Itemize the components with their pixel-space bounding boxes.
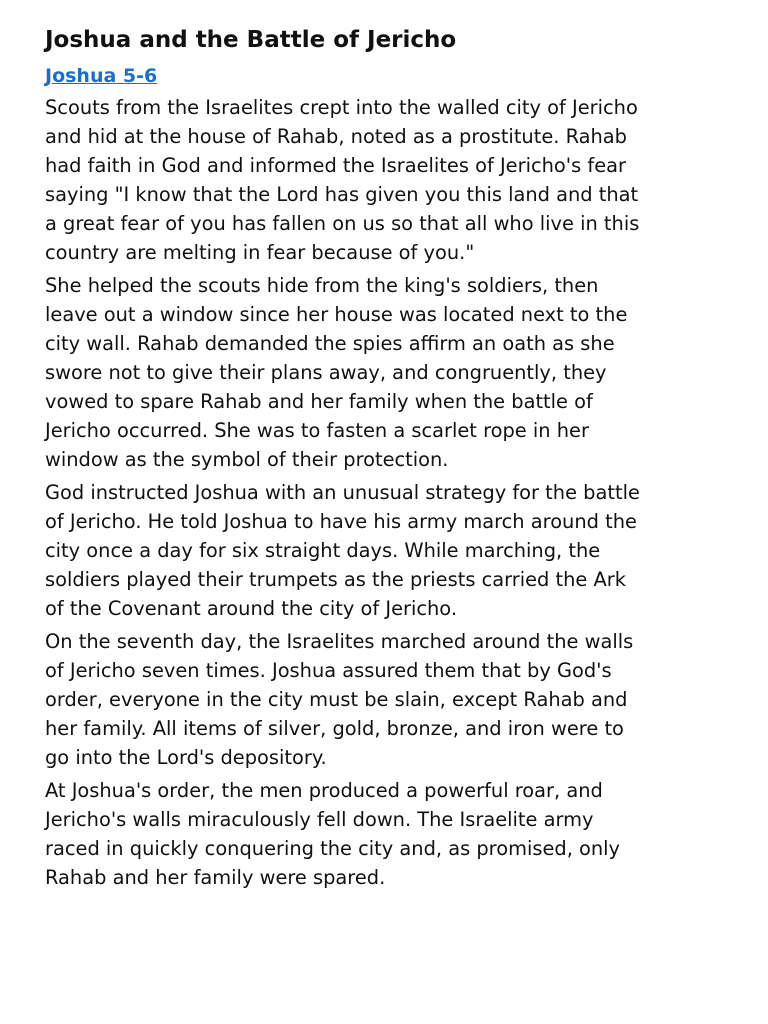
paragraph: She helped the scouts hide from the king's soldiers, then leave out a window since her house was located next to the city wall. Rahab demanded the spies affirm an oath as she swore not to give their plans away, and congruently, they vowed to spare Rahab and her family when the battle of Jericho occurred. She was to fasten a scarlet rope in her window as the symbol of their protection.: [45, 274, 628, 471]
paragraph: God instructed Joshua with an unusual strategy for the battle of Jericho. He told Joshua to have his army march around the city once a day for six straight days. While marching, the soldiers played their trumpets as the priests carried the Ark of the Covenant around the city of Jericho.: [45, 481, 640, 620]
paragraph: At Joshua's order, the men produced a powerful roar, and Jericho's walls miraculously fell down. The Israelite army raced in quickly conquering the city and, as promised, only Rahab and her family were spared.: [45, 779, 621, 889]
paragraph: On the seventh day, the Israelites marched around the walls of Jericho seven times. Joshua assured them that by God's order, everyone in the city must be slain, except Rahab and her family. All items of silver, gold, bronze, and iron were to go into the Lord's depository.: [45, 630, 634, 769]
scripture-reference-link[interactable]: Joshua 5-6: [45, 65, 158, 87]
paragraph: Scouts from the Israelites crept into the walled city of Jericho and hid at the house of Rahab, noted as a prostitute. Rahab had faith in God and informed the Israelites of Jericho's fear saying "I know that the Lord has given you this land and that a great fear of you has fallen on us so that all who live in this country are melting in fear because of you.": [45, 96, 640, 264]
document-page: [45, 24, 735, 896]
page-title: Joshua and the Battle of Jericho: [45, 27, 457, 53]
